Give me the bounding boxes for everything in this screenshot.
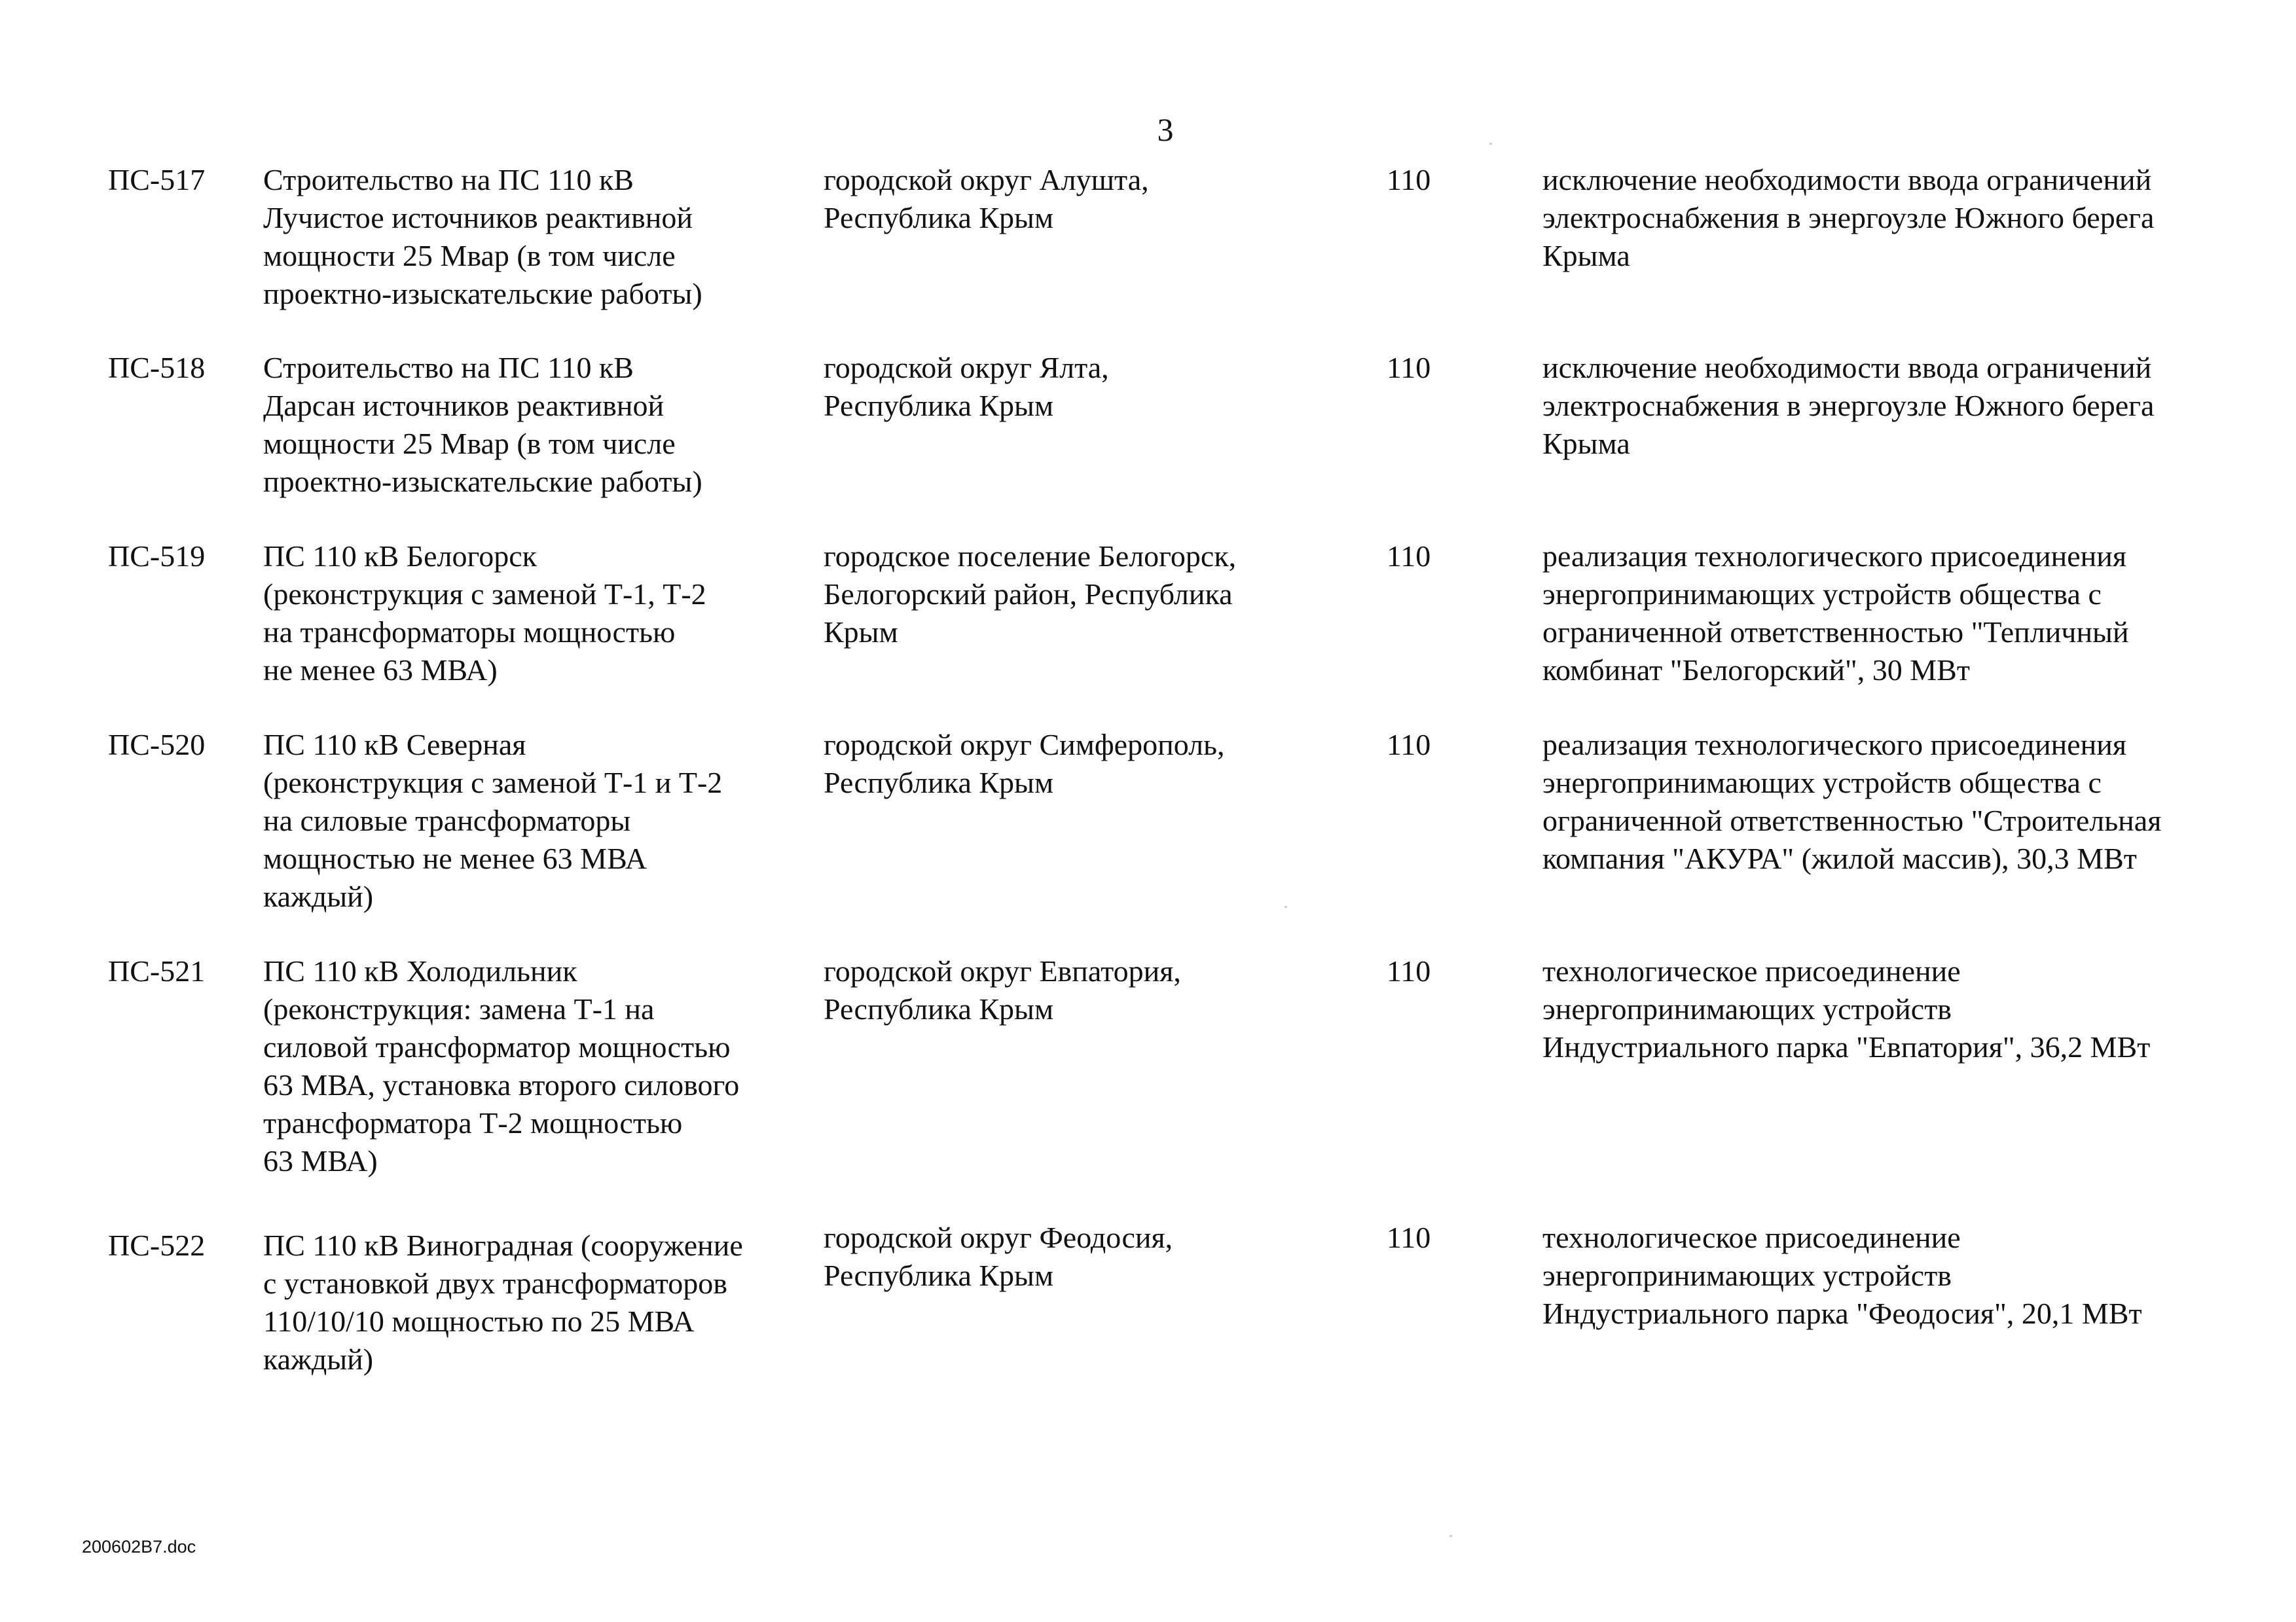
object-code: ПС-519 [108, 539, 206, 573]
object-location: городской округ Алушта, Республика Крым [824, 163, 1149, 234]
object-name: ПС 110 кВ Виноградная (сооружение с установкой двух трансформаторов 110/10/10 мощностью по 25 МВА каждый) [263, 1229, 743, 1376]
object-name: ПС 110 кВ Холодильник (реконструкция: замена Т-1 на силовой трансформатор мощностью 63 МВА, установка второго силового трансформатора Т-2 мощностью 63 МВА) [263, 954, 740, 1178]
object-code: ПС-518 [108, 351, 206, 384]
page-number: 3 [1157, 111, 1174, 148]
object-code: ПС-520 [108, 728, 206, 761]
object-name: Строительство на ПС 110 кВ Дарсан источников реактивной мощности 25 Мвар (в том числе проектно-изыскательские работы) [263, 351, 702, 498]
scan-speck [1489, 143, 1492, 145]
object-purpose: исключение необходимости ввода ограничений электроснабжения в энергоузле Южного берега Крыма [1542, 351, 2155, 460]
object-name: ПС 110 кВ Северная (реконструкция с заменой Т-1 и Т-2 на силовые трансформаторы мощностью не менее 63 МВА каждый) [263, 728, 723, 913]
object-voltage: 110 [1387, 1221, 1431, 1254]
object-location: городской округ Феодосия, Республика Крым [824, 1221, 1173, 1292]
object-code: ПС-522 [108, 1229, 206, 1262]
object-code: ПС-517 [108, 163, 206, 196]
object-location: городской округ Ялта, Республика Крым [824, 351, 1109, 422]
object-location: городской округ Симферополь, Республика Крым [824, 728, 1225, 799]
object-voltage: 110 [1387, 728, 1431, 761]
object-purpose: реализация технологического присоединения энергопринимающих устройств общества с ограниченной ответственностью "Строительная компания "АКУРА" (жилой массив), 30,3 МВт [1542, 728, 2162, 875]
object-purpose: технологическое присоединение энергопринимающих устройств Индустриального парка "Феодосия", 20,1 МВт [1542, 1221, 2142, 1330]
object-voltage: 110 [1387, 954, 1431, 988]
object-location: городской округ Евпатория, Республика Крым [824, 954, 1181, 1026]
object-voltage: 110 [1387, 539, 1431, 573]
scan-speck [1449, 1535, 1452, 1537]
object-voltage: 110 [1387, 163, 1431, 196]
object-name: Строительство на ПС 110 кВ Лучистое источников реактивной мощности 25 Мвар (в том числе проектно-изыскательские работы) [263, 163, 702, 310]
object-code: ПС-521 [108, 954, 206, 988]
object-purpose: исключение необходимости ввода ограничений электроснабжения в энергоузле Южного берега Крыма [1542, 163, 2155, 272]
document-filename: 200602В7.doc [82, 1537, 196, 1557]
object-voltage: 110 [1387, 351, 1431, 384]
object-purpose: технологическое присоединение энергопринимающих устройств Индустриального парка "Евпатория", 36,2 МВт [1542, 954, 2151, 1064]
object-purpose: реализация технологического присоединения энергопринимающих устройств общества с ограниченной ответственностью "Тепличный комбинат "Белогорский", 30 МВт [1542, 539, 2129, 687]
scan-speck [1285, 906, 1287, 908]
object-name: ПС 110 кВ Белогорск (реконструкция с заменой Т-1, Т-2 на трансформаторы мощностью не менее 63 МВА) [263, 539, 706, 687]
object-location: городское поселение Белогорск, Белогорский район, Республика Крым [824, 539, 1237, 649]
